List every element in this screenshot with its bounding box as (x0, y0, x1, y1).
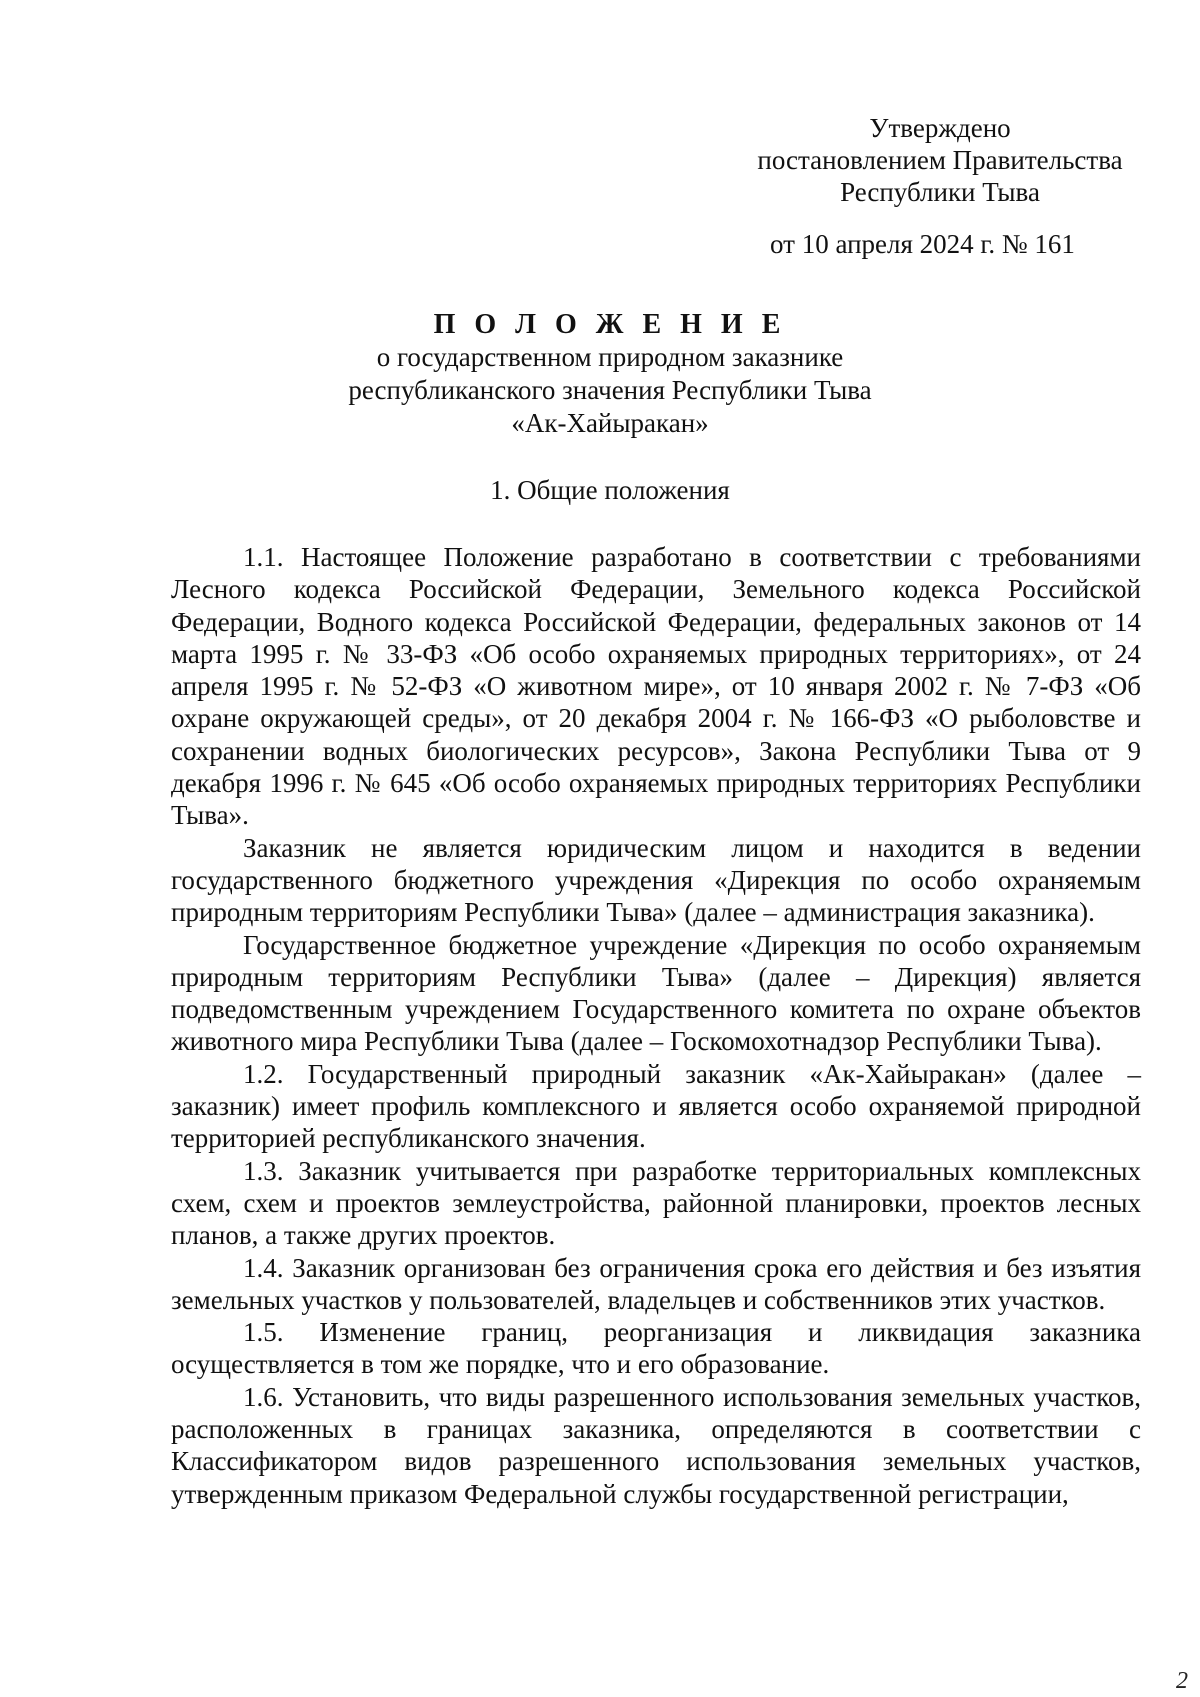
paragraph: 1.2. Государственный природный заказник «Ак-Хайыракан» (далее – заказник) имеет профиль комплексного и является особо охраняемой природной территорией республиканского значения. (171, 1058, 1141, 1154)
paragraph: 1.3. Заказник учитывается при разработке территориальных комплексных схем, схем и проектов землеустройства, районной планировки, проектов лесных планов, а также других проектов. (171, 1155, 1141, 1251)
paragraph: 1.1. Настоящее Положение разработано в соответствии с требованиями Лесного кодекса Российской Федерации, Земельного кодекса Российской Федерации, Водного кодекса Российской Федерации, федеральных законов от 14 марта 1995 г. № 33-ФЗ «Об особо охраняемых природных территориях», от 24 апреля 1995 г. № 52-ФЗ «О животном мире», от 10 января 2002 г. № 7-ФЗ «Об охране окружающей среды», от 20 декабря 2004 г. № 166-ФЗ «О рыболовстве и сохранении водных биологических ресурсов», Закона Республики Тыва от 9 декабря 1996 г. № 645 «Об особо охраняемых природных территориях Республики Тыва». (171, 542, 1141, 831)
approval-region-line: Республики Тыва (840, 177, 1040, 207)
document-body (171, 541, 1141, 1510)
approval-issuer-line: постановлением Правительства (757, 145, 1123, 175)
paragraph: 1.6. Установить, что виды разрешенного использования земельных участков, расположенных в границах заказника, определяются в соответствии с Классификатором видов разрешенного использования земельных участков, утвержденным приказом Федеральной службы государственной регистрации, (171, 1381, 1141, 1509)
document-subtitle-line-2: республиканского значения Республики Тыва (348, 375, 872, 405)
document-subtitle-line-3: «Ак-Хайыракан» (511, 408, 709, 438)
paragraph: Заказник не является юридическим лицом и находится в ведении государственного бюджетного учреждения «Дирекция по особо охраняемым природным территориям Республики Тыва» (далее – администрация заказника). (171, 832, 1141, 928)
paragraph: 1.5. Изменение границ, реорганизация и ликвидация заказника осуществляется в том же порядке, что и его образование. (171, 1317, 1141, 1380)
approval-label: Утверждено (869, 113, 1011, 143)
paragraph: Государственное бюджетное учреждение «Дирекция по особо охраняемым природным территориям Республики Тыва» (далее – Дирекция) является подведомственным учреждением Государственного комитета по охране объектов животного мира Республики Тыва (далее – Госкомохотнадзор Республики Тыва). (171, 929, 1141, 1057)
paragraph: 1.4. Заказник организован без ограничения срока его действия и без изъятия земельных участков у пользователей, владельцев и собственников этих участков. (171, 1252, 1141, 1315)
approval-block (740, 112, 1140, 260)
document-title: П О Л О Ж Е Н И Е (433, 309, 787, 340)
page-number-mark: 2 (1176, 1668, 1188, 1694)
section-heading: 1. Общие положения (490, 475, 730, 505)
document-subtitle-line-1: о государственном природном заказнике (376, 342, 844, 372)
approval-date: от 10 апреля 2024 г. № 161 (770, 229, 1075, 259)
document-title-block (300, 308, 920, 440)
